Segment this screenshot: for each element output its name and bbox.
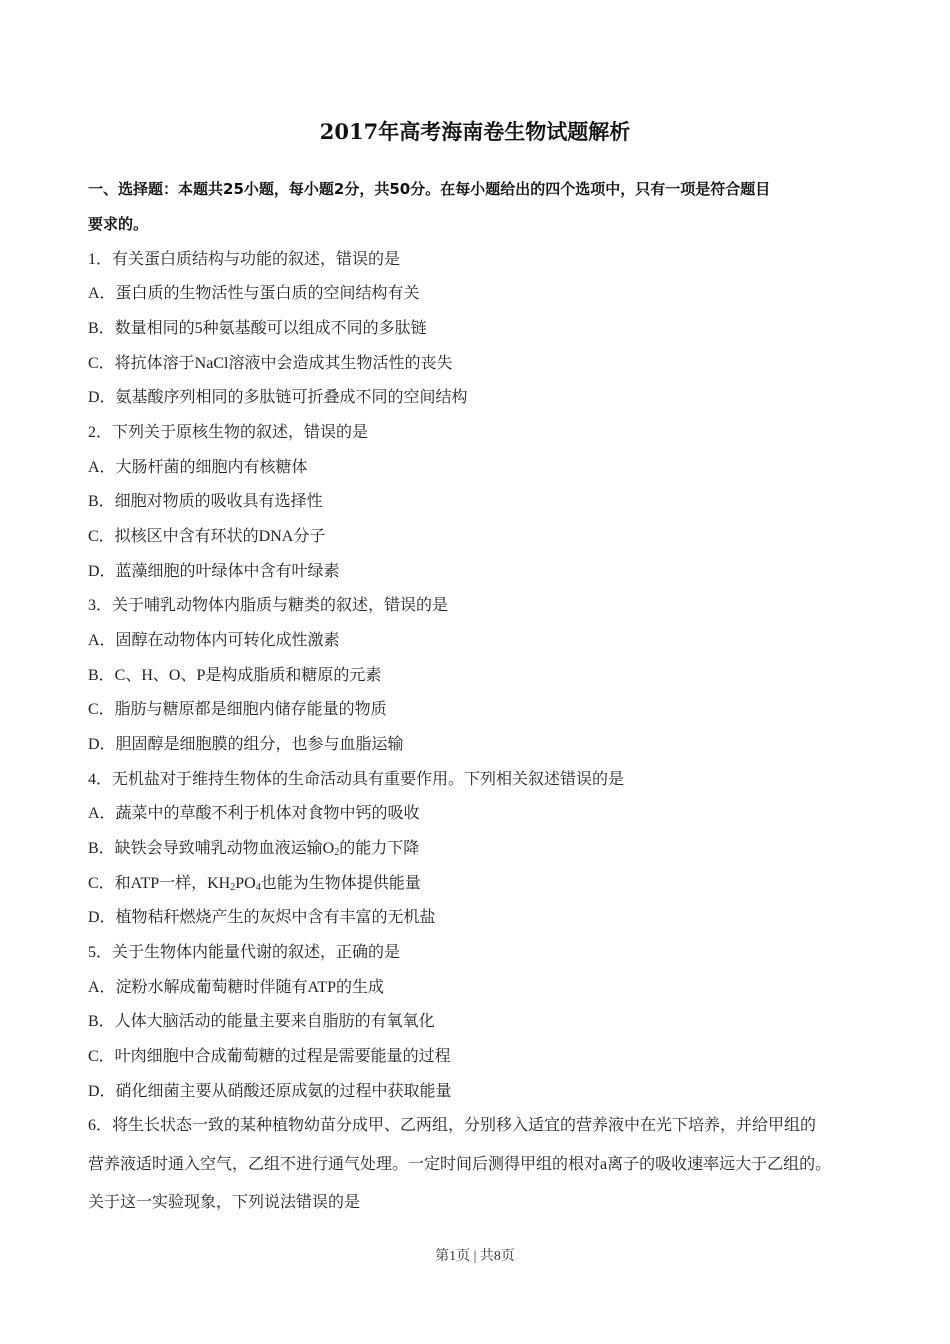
question-3-option-c: C．脂肪与糖原都是细胞内储存能量的物质 <box>88 701 387 718</box>
subscript: 2 <box>334 847 340 858</box>
question-5-option-c: C．叶肉细胞中合成葡萄糖的过程是需要能量的过程 <box>88 1048 451 1065</box>
option-b-text-end: 的能力下降 <box>339 840 420 857</box>
question-3-stem: 3．关于哺乳动物体内脂质与糖类的叙述，错误的是 <box>88 597 449 614</box>
question-3-option-b: B．C、H、O、P是构成脂质和糖原的元素 <box>88 667 382 684</box>
question-5-option-a: A．淀粉水解成葡萄糖时伴随有ATP的生成 <box>88 979 385 996</box>
question-1-option-a: A．蛋白质的生物活性与蛋白质的空间结构有关 <box>88 285 420 302</box>
section-heading-line-2: 要求的。 <box>88 215 149 233</box>
subscript: 2 <box>230 882 236 893</box>
section-heading-line-1: 一、选择题：本题共25小题，每小题2分，共50分。在每小题给出的四个选项中，只有一项是符合题目 <box>88 180 771 198</box>
question-5-stem: 5．关于生物体内能量代谢的叙述，正确的是 <box>88 944 401 961</box>
question-4-option-a: A．蔬菜中的草酸不利于机体对食物中钙的吸收 <box>88 805 420 822</box>
subscript: 4 <box>255 882 261 893</box>
question-6-stem-line-3: 关于这一实验现象，下列说法错误的是 <box>88 1194 361 1211</box>
question-1-option-b: B．数量相同的5种氨基酸可以组成不同的多肽链 <box>88 320 427 337</box>
question-6-stem-line-2: 营养液适时通入空气，乙组不进行通气处理。一定时间后测得甲组的根对a离子的吸收速率远大于乙组的。 <box>88 1156 832 1173</box>
question-4-stem: 4．无机盐对于维持生物体的生命活动具有重要作用。下列相关叙述错误的是 <box>88 771 625 788</box>
option-b-text: B．缺铁会导致哺乳动物血液运输O <box>88 840 335 857</box>
option-c-text-mid: PO <box>235 875 256 892</box>
option-c-text-end: 也能为生物体提供能量 <box>260 875 421 892</box>
question-6-stem-line-1: 6．将生长状态一致的某种植物幼苗分成甲、乙两组，分别移入适宜的营养液中在光下培养，并给甲组的 <box>88 1117 817 1134</box>
question-4-option-d: D．植物秸秆燃烧产生的灰烬中含有丰富的无机盐 <box>88 909 436 926</box>
question-1-option-d: D．氨基酸序列相同的多肽链可折叠成不同的空间结构 <box>88 389 468 406</box>
question-1-stem: 1．有关蛋白质结构与功能的叙述，错误的是 <box>88 251 401 268</box>
question-2-stem: 2．下列关于原核生物的叙述，错误的是 <box>88 424 369 441</box>
question-3-option-d: D．胆固醇是细胞膜的组分，也参与血脂运输 <box>88 736 404 753</box>
question-5-option-b: B．人体大脑活动的能量主要来自脂肪的有氧氧化 <box>88 1013 435 1030</box>
question-3-option-a: A．固醇在动物体内可转化成性激素 <box>88 632 340 649</box>
question-2-option-a: A．大肠杆菌的细胞内有核糖体 <box>88 459 308 476</box>
question-4-option-b <box>88 837 419 861</box>
question-4-option-c <box>88 872 421 896</box>
question-1-option-c: C．将抗体溶于NaCl溶液中会造成其生物活性的丧失 <box>88 355 453 372</box>
option-c-text: C．和ATP一样，KH <box>88 875 231 892</box>
page-footer: 第1页 | 共8页 <box>435 1249 515 1264</box>
question-2-option-d: D．蓝藻细胞的叶绿体中含有叶绿素 <box>88 563 340 580</box>
question-2-option-b: B．细胞对物质的吸收具有选择性 <box>88 493 323 510</box>
question-5-option-d: D．硝化细菌主要从硝酸还原成氨的过程中获取能量 <box>88 1083 452 1100</box>
question-2-option-c: C．拟核区中含有环状的DNA分子 <box>88 528 326 545</box>
document-title: 2017年高考海南卷生物试题解析 <box>319 119 631 144</box>
